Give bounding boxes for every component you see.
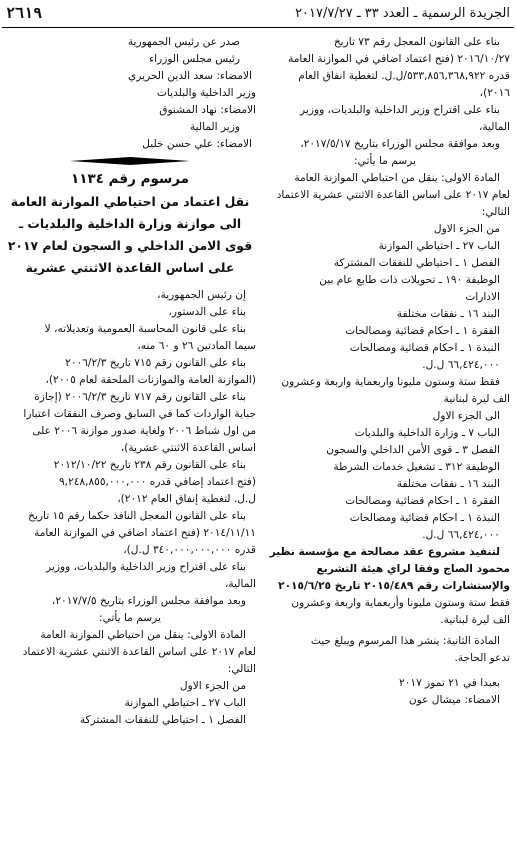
text-line: اساس القاعدة الاثنتي عشرية)، (120, 442, 256, 454)
signature-line: وزير المالية (189, 121, 240, 133)
budget-line: الفقرة ١ ـ احكام قضائية ومصالحات (345, 325, 500, 337)
text-line: وبعد موافقة مجلس الوزراء بتاريخ ٢٠١٧/٥/١٧، (300, 138, 500, 150)
purpose-line: محمود الصاج وفقا لراي هيئة التشريع (316, 563, 510, 575)
header-rule (2, 27, 514, 28)
budget-line: الادارات (465, 291, 500, 303)
journal-title: الجريدة الرسمية ـ العدد ٣٣ ـ ٢٠١٧/٧/٢٧ (295, 6, 510, 21)
page-number: ٢٦١٩ (6, 4, 43, 22)
budget-line: من الجزء الاول (179, 680, 246, 692)
signature-line: رئيس مجلس الوزراء (149, 53, 240, 65)
text-line: ٢٠١٤/١١/١١ (فتح اعتماد اضافي في الموازنة العامة (34, 527, 256, 539)
budget-line: الفقرة ١ ـ احكام قضائية ومصالحات (345, 495, 500, 507)
text-line: من اول شباط ٢٠٠٦ ولغاية صدور موازنة ٢٠٠٦ على (32, 425, 256, 437)
text-line: بناء على قانون المحاسبة العمومية وتعديلاته، لا (44, 323, 246, 335)
text-line: المالية، (478, 121, 510, 133)
page-header (4, 2, 512, 26)
text-line: فقط ستة وستون مليونا واربعماية واربعة وعشرون (281, 376, 500, 388)
budget-line: الباب ٧ ـ وزارة الداخلية والبلديات (354, 427, 500, 439)
text-line: بناء على القانون رقم ٧١٧ تاريخ ٢٠٠٦/٢/٣ (إجازة (34, 391, 246, 403)
text-line: بناء على القانون رقم ٢٣٨ تاريخ ٢٠١٢/١٠/٢٢ (53, 459, 246, 471)
amount: ٦٦,٤٢٤,٠٠٠ ل.ل. (422, 529, 500, 541)
right-column (260, 34, 510, 709)
left-column (4, 34, 256, 729)
budget-line: الوظيفة ٣١٢ ـ تشغيل خدمات الشرطة (333, 461, 500, 473)
text-line: ٢٠١٦)، (479, 87, 510, 99)
budget-line: الباب ٢٧ ـ احتياطي الموازنة (378, 240, 500, 252)
text-line: التالي: (227, 663, 256, 675)
signature-line: الامضاء: علي حسن خليل (142, 138, 252, 150)
text-line: بناء على اقتراح وزير الداخلية والبلديات، ووزير (46, 561, 246, 573)
text-line: ٢٠١٦/١٠/٢٧ (فتح اعتماد اضافي في الموازنة العامة (288, 53, 510, 65)
budget-line: البند ١٦ ـ نفقات مختلفة (396, 308, 500, 320)
text-line: تدعو الحاجة. (454, 652, 510, 664)
purpose-line: والإستشارات رقم ٢٠١٥/٤٨٩ تاريخ ٢٠١٥/٦/٢٥ (278, 580, 510, 592)
budget-line: الى الجزء الاول (432, 410, 500, 422)
text-line: بناء على الدستور، (168, 306, 246, 318)
text-line: يرسم ما يأتي: (354, 155, 416, 167)
signature-line: الامضاء: نهاد المشنوق (159, 104, 256, 116)
article-one: المادة الاولى: ينقل من احتياطي الموازنة العامة (294, 172, 500, 184)
decree-title-line: على اساس القاعدة الاثنتي عشرية (25, 260, 235, 275)
text-line: بناء على القانون المعجل النافذ حكما رقم ١٥ تاريخ (28, 510, 246, 522)
budget-line: الفصل ٣ ـ قوى الأمن الداخلي والسجون (326, 444, 500, 456)
purpose-line: لتنفيذ مشروع عقد مصالحة مع مؤسسة نظير (269, 546, 500, 558)
text-line: لعام ٢٠١٧ على اساس القاعدة الاثنتي عشرية الاعتماد (276, 189, 510, 201)
section-separator (4, 157, 256, 165)
text-line: قدره ٣٤٠,٠٠٠,٠٠٠,٠٠٠ ل.ل)، (123, 544, 256, 556)
text-line: الف ليرة لبنانية. (440, 614, 510, 626)
text-line: جباية الواردات كما في السابق وصرف النفقات اعتبارا (23, 408, 256, 420)
budget-line: الباب ٢٧ ـ احتياطي الموازنة (124, 697, 246, 709)
decree-number: مرسوم رقم ١١٣٤ (71, 171, 189, 187)
text-line: (فتح اعتماد إضافي قدره ٩,٢٤٨,٨٥٥,٠٠٠,٠٠٠ (58, 476, 256, 488)
signature-line: الامضاء: سعد الدين الحريري (128, 70, 252, 82)
place-date: بعبدا في ٢١ تموز ٢٠١٧ (399, 677, 500, 689)
article-one: المادة الاولى: ينقل من احتياطي الموازنة العامة (40, 629, 246, 641)
amount: ٦٦,٤٢٤,٠٠٠ ل.ل. (422, 359, 500, 371)
text-line: بناء على اقتراح وزير الداخلية والبلديات، ووزير (300, 104, 500, 116)
decree-title-line: قوى الامن الداخلي و السجون لعام ٢٠١٧ (7, 238, 253, 253)
budget-line: النبذة ١ ـ احكام قضائية ومصالحات (349, 512, 500, 524)
text-line: لعام ٢٠١٧ على اساس القاعدة الاثنتي عشرية الاعتماد (22, 646, 256, 658)
budget-line: النبذة ١ ـ احكام قضائية ومصالحات (349, 342, 500, 354)
signature-line: الامضاء: ميشال عون (408, 694, 500, 706)
article-two: المادة الثانية: ينشر هذا المرسوم ويبلغ حيث (310, 635, 500, 647)
text-line: سيما المادتين ٢٦ و ٦٠ منه، (137, 340, 256, 352)
budget-line: البند ١٦ ـ نفقات مختلفة (396, 478, 500, 490)
budget-line: الوظيفة ١٩٠ ـ تحويلات ذات طابع عام بين (319, 274, 500, 286)
decree-title-line: نقل اعتماد من احتياطي الموازنة العامة (10, 194, 250, 209)
text-line: (الموازنة العامة والموازنات الملحقة لعام ٢٠٠٥)، (45, 374, 256, 386)
text-line: ل.ل. لتغطية إنفاق العام ٢٠١٢)، (117, 493, 256, 505)
text-line: إن رئيس الجمهورية، (157, 289, 246, 301)
text-line: قدره ٥٣٣,٨٥٦,٣٦٨,٩٢٢/ل.ل. لتغطية انفاق العام (298, 70, 510, 82)
text-line: يرسم ما يأتي: (99, 612, 161, 624)
text-line: المالية، (224, 578, 256, 590)
budget-line: من الجزء الاول (433, 223, 500, 235)
signature-line: صدر عن رئيس الجمهورية (127, 36, 240, 48)
text-line: بناء على القانون رقم ٧١٥ تاريخ ٢٠٠٦/٢/٣ (65, 357, 246, 369)
text-line: بناء على القانون المعجل رقم ٧٣ تاريخ (333, 36, 500, 48)
budget-line: الفصل ١ ـ احتياطي للنفقات المشتركة (79, 714, 246, 726)
decree-title-line: الى موازنة وزارة الداخلية والبلديات ـ (18, 216, 242, 231)
text-line: فقط ستة وستون مليونا وأربعماية واربعة وعشرون (291, 597, 510, 609)
budget-line: الفصل ١ ـ احتياطي للنفقات المشتركة (333, 257, 500, 269)
text-line: الف ليرة لبنانية (443, 393, 510, 405)
signature-line: وزير الداخلية والبلديات (156, 87, 256, 99)
text-line: التالي: (481, 206, 510, 218)
text-line: وبعد موافقة مجلس الوزراء بتاريخ ٢٠١٧/٧/٥، (51, 595, 246, 607)
